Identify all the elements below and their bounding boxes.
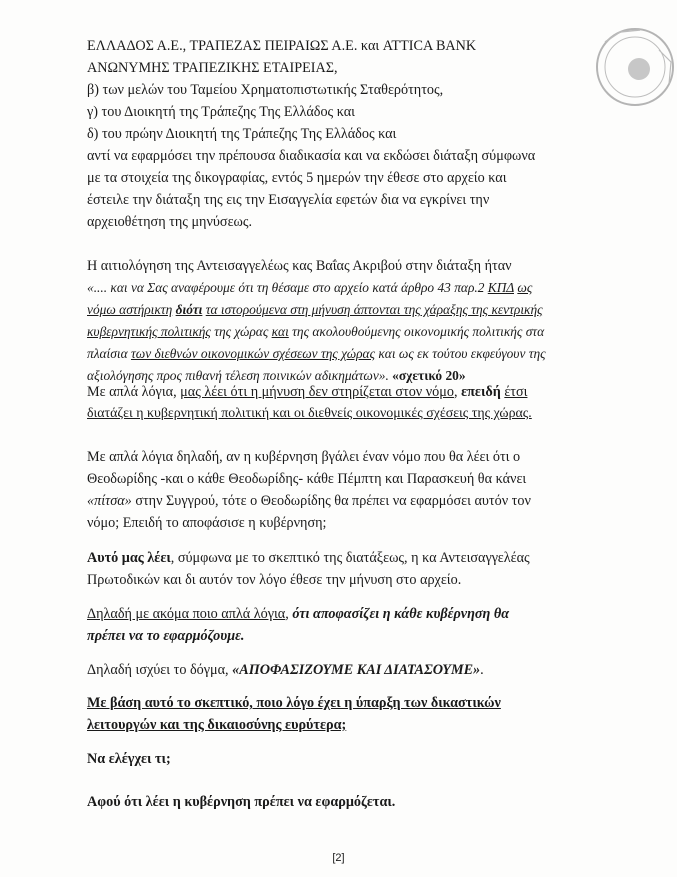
paragraph-justification-quote [87,255,597,387]
paragraph-government-decides [87,603,597,647]
paragraph-example [87,446,597,534]
text-line: πλαίσια των διεθνών οικονομικών σχέσεων της χώρας και ως εκ τούτου εκφεύγουν της [87,346,546,361]
text-line: κυβερνητικής πολιτικής της χώρας και της ακολουθούμενης οικονομικής πολιτικής στα [87,324,545,339]
list-item: β) των μελών του Ταμείου Χρηματοπιστωτικής Σταθερότητος, [87,82,444,98]
paragraph-conclusion [87,791,597,813]
paragraph-simple-words [87,381,597,425]
header-line-2: ΑΝΩΝΥΜΗΣ ΤΡΑΠΕΖΙΚΗΣ ΕΤΑΙΡΕΙΑΣ, [87,60,338,76]
page-number: [2] [332,852,345,864]
recipients-list [87,79,597,145]
text-line: με τα στοιχεία της δικογραφίας, εντός 5 ημερών την έθεσε στο αρχείο και [87,170,507,186]
text-line: Να ελέγχει τι; [87,751,171,767]
text-line: αρχειοθέτηση της μηνύσεως. [87,214,253,230]
paragraph-what-she-says [87,547,597,591]
stamp-center-mark [628,58,650,80]
paragraph-question-judiciary [87,692,597,736]
text-line: Με απλά λόγια δηλαδή, αν η κυβέρνηση βγάλει έναν νόμο που θα λέει ότι ο [87,449,521,465]
text-line: έστειλε την διάταξη της εις την Εισαγγελία εφετών δια να εγκρίνει την [87,192,490,208]
header-line-1: ΕΛΛΑΔΟΣ Α.Ε., ΤΡΑΠΕΖΑΣ ΠΕΙΡΑΙΩΣ Α.Ε. και ATTICA BANK [87,38,477,54]
text-line: Αφού ότι λέει η κυβέρνηση πρέπει να εφαρμόζεται. [87,794,396,810]
text-line: λειτουργών και της δικαιοσύνης ευρύτερα; [87,717,347,733]
list-item: δ) του πρώην Διοικητή της Τράπεζης Της Ελλάδος και [87,126,397,142]
text-line: Θεοδωρίδης -και ο κάθε Θεοδωρίδης- κάθε Πέμπτη και Παρασκευή θα κάνει [87,471,527,487]
text-line: Αυτό μας λέει, σύμφωνα με το σκεπτικό της διατάξεως, η κα Αντεισαγγελέας [87,550,530,566]
text-line: διατάζει η κυβερνητική πολιτική και οι διεθνείς οικονομικές σχέσεις της χώρας. [87,406,532,421]
text-line: νόμο; Επειδή το αποφάσισε η κυβέρνηση; [87,515,327,531]
recipients-header [87,35,597,79]
text-line: Με βάση αυτό το σκεπτικό, ποιο λόγο έχει η ύπαρξη των δικαστικών [87,695,501,711]
list-item: γ) του Διοικητή της Τράπεζης Της Ελλάδος και [87,104,355,120]
text-line: Με απλά λόγια, μας λέει ότι η μήνυση δεν στηρίζεται στον νόμο, επειδή έτσι [87,384,528,400]
text-line: Δηλαδή με ακόμα ποιο απλά λόγια, ότι αποφασίζει η κάθε κυβέρνηση θα [87,606,510,622]
text-line: πρέπει να το εφαρμόζουμε. [87,628,245,644]
text-line: Η αιτιολόγηση της Αντεισαγγελέως κας Βαΐας Ακριβού στην διάταξη ήταν [87,258,512,274]
text-line: νόμω αστήρικτη διότι τα ιστορούμενα στη μήνυση άπτονται της χάραξης της κεντρικής [87,302,543,317]
text-line: Δηλαδή ισχύει το δόγμα, «ΑΠΟΦΑΣΙΖΟΥΜΕ ΚΑΙ ΔΙΑΤΑΣΟΥΜΕ». [87,662,484,678]
text-line: Πρωτοδικών και δι αυτόν τον λόγο έθεσε την μήνυση στο αρχείο. [87,572,462,588]
text-line: αντί να εφαρμόσει την πρέπουσα διαδικασία και να εκδώσει διάταξη σύμφωνα [87,148,536,164]
text-line: αξιολόγησης προς πιθανή τέλεση ποινικών αδικημάτων». «σχετικό 20» [87,368,466,383]
paragraph-archiving [87,145,597,233]
text-line: «πίτσα» στην Συγγρού, τότε ο Θεοδωρίδης θα πρέπει να εφαρμόσει αυτόν τον [87,493,531,509]
paragraph-doctrine [87,659,597,681]
paragraph-control-what [87,748,597,770]
text-line: «.... και να Σας αναφέρουμε ότι τη θέσαμε στο αρχείο κατά άρθρο 43 παρ.2 ΚΠΔ ως [87,280,533,295]
